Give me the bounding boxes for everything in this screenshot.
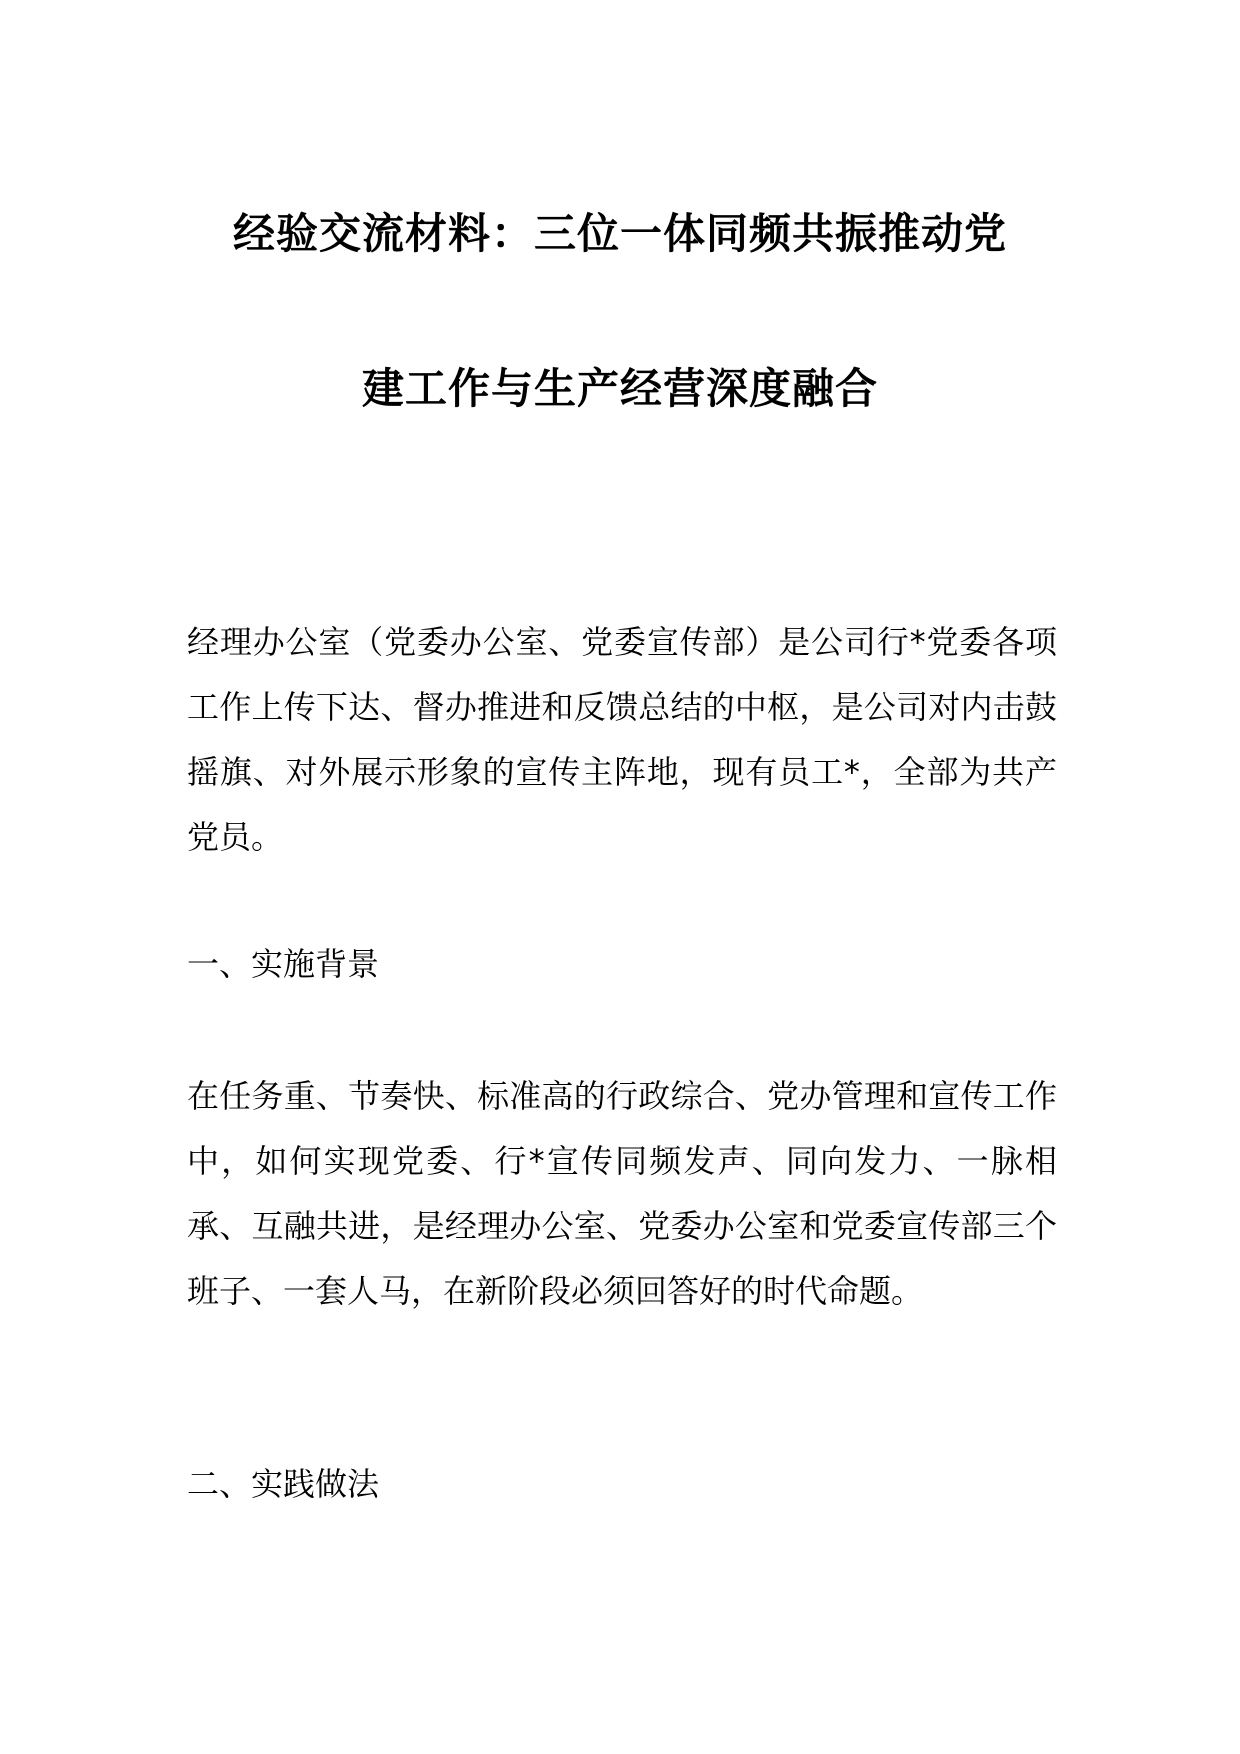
section-heading-practice: 二、实践做法 xyxy=(187,1465,380,1503)
document-title-line-1: 经验交流材料：三位一体同频共振推动党 xyxy=(232,209,1007,258)
document-title-line-2: 建工作与生产经营深度融合 xyxy=(361,364,878,413)
background-paragraph: 在任务重、节奏快、标准高的行政综合、党办管理和宣传工作中，如何实现党委、行*宣传同频发声、同向发力、一脉相承、互融共进，是经理办公室、党委办公室和党委宣传部三个班子、一套人马，在新阶段必须回答好的时代命题。 xyxy=(187,1077,1057,1310)
section-heading-background: 一、实施背景 xyxy=(187,945,380,983)
intro-paragraph: 经理办公室（党委办公室、党委宣传部）是公司行*党委各项工作上传下达、督办推进和反馈总结的中枢，是公司对内击鼓摇旗、对外展示形象的宣传主阵地，现有员工*，全部为共产党员。 xyxy=(187,623,1057,856)
